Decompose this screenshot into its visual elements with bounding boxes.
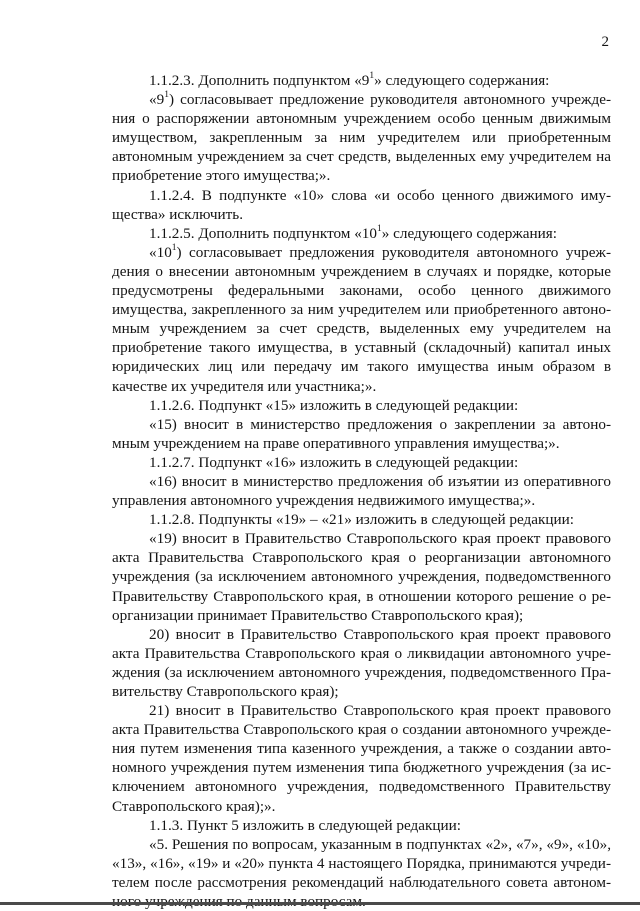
paragraph-1-1-2-8: 1.1.2.8. Подпункты «19» – «21» изложить в следующей редакции: (149, 511, 574, 529)
document-body (112, 71, 611, 911)
paragraph-1-1-2-6: 1.1.2.6. Подпункт «15» изложить в следующей редакции: (149, 396, 519, 414)
paragraph-item-21: 21) вносит в Правительство Ставропольского края проект правового акта Правительства Ставропольского края о создании автономного учреждения путем изменения типа казенного учреждения, а также о создании автономного учреждения путем изменения типа бюджетного учреждения (за исключением автономного учреждения, подведомственного Правительству Ставропольского края);». (112, 702, 611, 815)
page-number: 2 (601, 34, 609, 50)
paragraph-item-16: «16) вносит в министерство предложения об изъятии из оперативного управления автономного учреждения недвижимого имущества;». (112, 472, 611, 510)
paragraph-item-9-1: «$9^1$) согласовывает предложение руководителя автономного учреждения о распоряжении автономным учреждением особо ценным движимым имуществом, закрепленным за ним учредителем или приобретенным автономным учреждением за счет средств, выделенных ему учредителем на приобретение этого имущества;». (112, 90, 611, 185)
paragraph-item-19: «19) вносит в Правительство Ставропольского края проект правового акта Правительства Ставропольского края о реорганизации автономного учреждения (за исключением автономного учреждения, подведомственного Правительству Ставропольского края, в отношении которого решение о реорганизации принимает Правительство Ставропольского края); (112, 530, 611, 624)
paragraph-item-5: «5. Решения по вопросам, указанным в подпунктах «2», «7», «9», «10», «13», «16», «19» и «20» пункта 4 настоящего Порядка, принимаются учредителем после рассмотрения рекомендаций наблюдательного совета автоном (112, 835, 611, 891)
paragraph-item-10-1: «$10^1$) согласовывает предложения руководителя автономного учреждения о внесении автономным учреждением в случаях и порядке, которые предусмотрены федеральными законами, особо ценного движимого имущества, закрепленного за ним учредителем или приобретенного автономным учреждением за счет средств, выделенных ему учредителем на приобретение такого имущества, в уставный (складочный) капитал иных юридических лиц или передачу им такого имущества иным образом в качестве их учредителя или участника;». (112, 242, 611, 395)
paragraph-1-1-2-3: 1.1.2.3. Дополнить подпунктом «$9^1$» следующего содержания: (149, 70, 550, 89)
paragraph-item-15: «15) вносит в министерство предложения о закреплении за автономным учреждением на праве оперативного управления имущества;». (112, 415, 611, 452)
paragraph-1-1-2-5: 1.1.2.5. Дополнить подпунктом «$10^1$» следующего содержания: (149, 223, 557, 242)
paragraph-item-20: 20) вносит в Правительство Ставропольского края проект правового акта Правительства Ставропольского края о ликвидации автономного учреждения (за исключением автономного учреждения, подведомственного Правительству Ставропольского края); (112, 625, 611, 700)
paragraph-1-1-2-4: 1.1.2.4. В подпункте «10» слова «и особо ценного движимого имущества» исключить. (112, 186, 611, 223)
paragraph-1-1-3: 1.1.3. Пункт 5 изложить в следующей редакции: (149, 816, 462, 834)
paragraph-1-1-2-7: 1.1.2.7. Подпункт «16» изложить в следующей редакции: (149, 453, 519, 471)
